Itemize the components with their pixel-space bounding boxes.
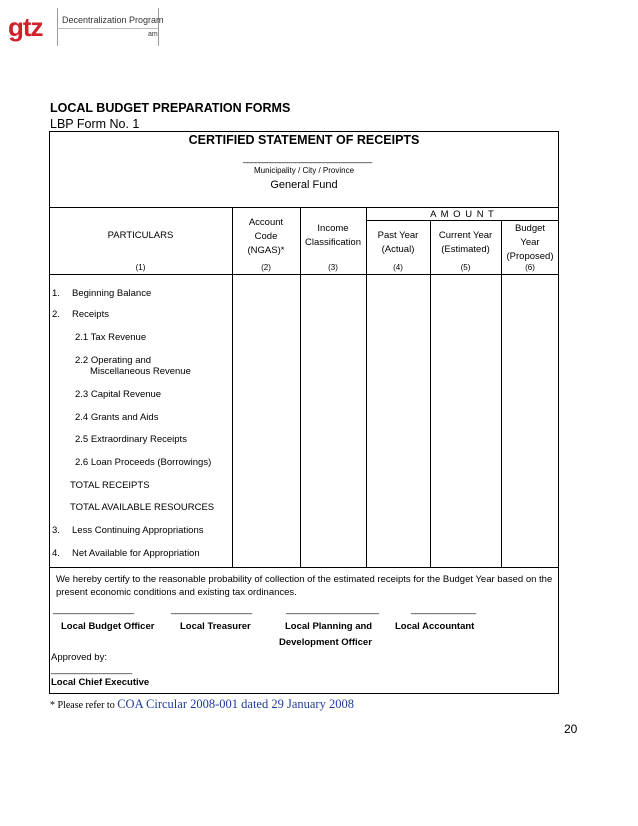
logo-divider: [158, 8, 159, 46]
footnote: [50, 697, 354, 712]
logo-divider: [57, 8, 58, 46]
page-number: 20: [564, 722, 578, 736]
row-net-available: Net Available for Appropriation: [72, 548, 200, 559]
col-header-budget-year: Budget Year (Proposed): [506, 223, 554, 262]
column-divider: [232, 207, 233, 567]
row-capital-revenue: 2.3 Capital Revenue: [75, 389, 162, 400]
row-operating-revenue: 2.2 Operating and: [75, 355, 152, 366]
signature-line: ____________________: [171, 604, 252, 614]
row-extraordinary-receipts: 2.5 Extraordinary Receipts: [75, 434, 187, 445]
footnote-prefix: * Please refer to: [50, 700, 118, 711]
column-divider: [366, 207, 367, 567]
col-header-particulars: PARTICULARS: [107, 230, 174, 241]
row-operating-revenue-cont: Miscellaneous Revenue: [90, 366, 191, 377]
row-total-receipts: TOTAL RECEIPTS: [70, 480, 150, 491]
row-number: 1.: [52, 288, 60, 299]
col-number: (1): [135, 263, 146, 272]
col-number: (5): [460, 263, 471, 272]
signatory-budget-officer: Local Budget Officer: [61, 621, 155, 632]
location-blank: ________________________________: [242, 153, 372, 163]
logo-program-name: Decentralization Program: [62, 15, 164, 25]
signatory-accountant: Local Accountant: [395, 621, 475, 632]
row-number: 3.: [52, 525, 60, 536]
column-divider: [501, 220, 502, 567]
approved-by-label: Approved by:: [51, 652, 107, 663]
logo-suffix: am: [148, 31, 158, 38]
location-label: Municipality / City / Province: [253, 166, 355, 175]
form-title: LOCAL BUDGET PREPARATION FORMS: [50, 101, 291, 115]
col-number: (2): [261, 263, 271, 272]
row-number: 2.: [52, 309, 60, 320]
signature-line: _______________________: [286, 604, 379, 614]
col-header-income-classification: Income Classification: [305, 223, 361, 248]
row-beginning-balance: Beginning Balance: [72, 288, 152, 299]
col-number: (6): [525, 263, 535, 272]
gtz-logo: gtz: [8, 12, 43, 42]
row-receipts: Receipts: [72, 309, 109, 320]
col-header-current-year: Current Year (Estimated): [438, 230, 493, 255]
signatory-planning-officer-cont: Development Officer: [279, 637, 372, 648]
signature-line: ____________________: [51, 664, 132, 674]
row-continuing-appropriations: Less Continuing Appropriations: [72, 525, 204, 536]
row-tax-revenue: 2.1 Tax Revenue: [75, 332, 147, 343]
header-bottom-border: [49, 274, 559, 275]
col-header-past-year: Past Year (Actual): [377, 230, 419, 255]
logo-divider: [57, 28, 158, 29]
certification-text: We hereby certify to the reasonable probability of collection of the estimated receipts for the Budget Year based on the present economic conditions and existing tax ordinances.: [56, 574, 553, 598]
amount-header: A M O U N T: [430, 209, 495, 220]
signatory-planning-officer: Local Planning and: [285, 621, 373, 632]
coa-circular-link[interactable]: COA Circular 2008-001 dated 29 January 2008: [117, 697, 354, 711]
row-grants-aids: 2.4 Grants and Aids: [75, 412, 159, 423]
row-loan-proceeds: 2.6 Loan Proceeds (Borrowings): [75, 457, 212, 468]
column-divider: [430, 220, 431, 567]
signatory-chief-executive: Local Chief Executive: [51, 677, 150, 688]
row-total-available-resources: TOTAL AVAILABLE RESOURCES: [70, 502, 215, 513]
signature-line: ____________________: [53, 604, 134, 614]
col-number: (3): [328, 263, 338, 272]
form-number: LBP Form No. 1: [50, 117, 140, 131]
statement-title: CERTIFIED STATEMENT OF RECEIPTS: [188, 133, 420, 147]
column-divider: [300, 207, 301, 567]
signatory-treasurer: Local Treasurer: [180, 621, 251, 632]
table-bottom-border: [49, 567, 559, 568]
fund-name: General Fund: [270, 179, 338, 191]
col-number: (4): [393, 263, 403, 272]
row-number: 4.: [52, 548, 60, 559]
col-header-account-code: Account Code (NGAS)*: [247, 217, 285, 256]
signature-line: ________________: [411, 604, 476, 614]
